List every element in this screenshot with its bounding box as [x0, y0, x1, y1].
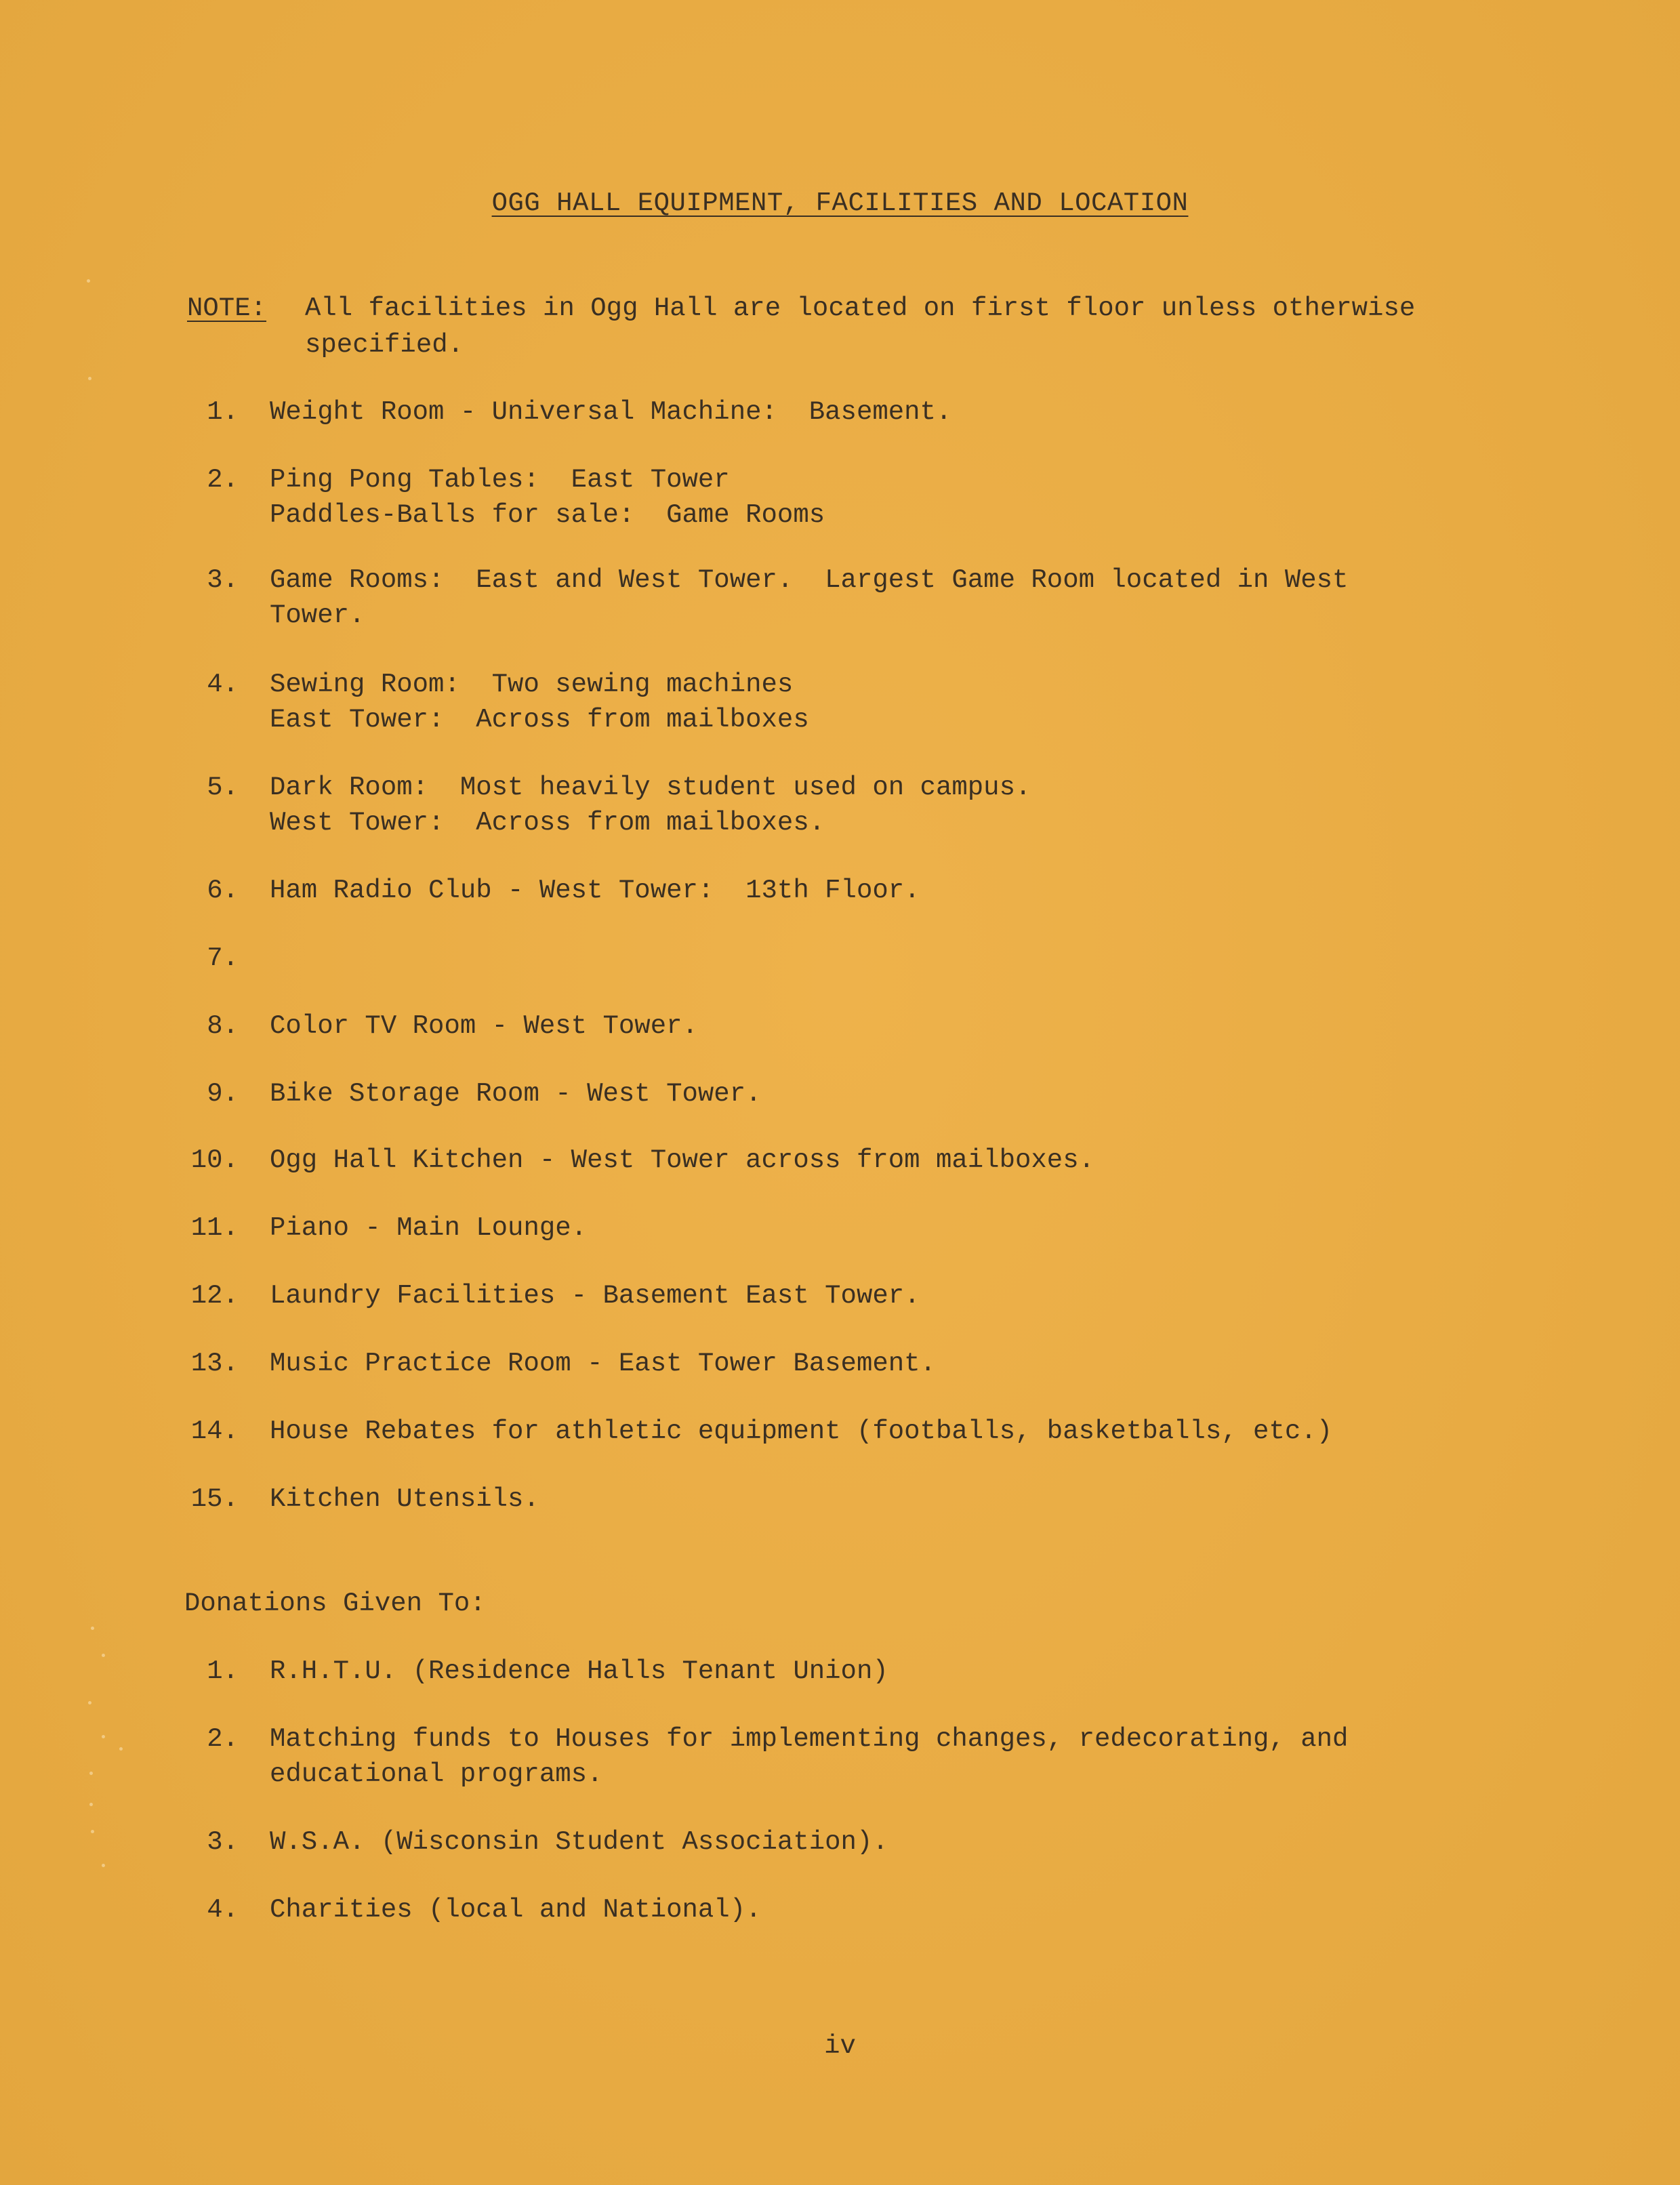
item-text: Ping Pong Tables: East Tower Paddles-Balls for sale: Game Rooms — [270, 465, 825, 530]
page-number: iv — [824, 2031, 856, 2061]
item-text: Kitchen Utensils. — [270, 1484, 539, 1514]
item-number: 13. — [190, 1349, 239, 1379]
item-number: 14. — [190, 1416, 239, 1446]
item-number: 2. — [207, 465, 239, 495]
item-number: 4. — [207, 670, 239, 699]
item-number: 5. — [207, 773, 239, 802]
paper-speck — [89, 1803, 93, 1806]
note-label: NOTE: — [187, 293, 267, 323]
paper-speck — [89, 1772, 93, 1775]
item-number: 4. — [207, 1895, 239, 1925]
item-text: Matching funds to Houses for implementing changes, redecorating, and educational programs. — [270, 1724, 1349, 1789]
item-number: 1. — [207, 397, 239, 427]
note-text: All facilities in Ogg Hall are located on first floor unless otherwise specified. — [305, 293, 1416, 360]
item-number: 6. — [207, 876, 239, 905]
item-text: Weight Room - Universal Machine: Basement. — [270, 397, 952, 427]
item-number: 1. — [207, 1656, 239, 1686]
item-number: 9. — [207, 1079, 239, 1109]
paper-speck — [91, 1627, 94, 1630]
item-number: 7. — [207, 943, 239, 973]
paper-speck — [102, 1654, 105, 1657]
paper-speck — [102, 1735, 105, 1738]
donations-heading: Donations Given To: — [184, 1589, 486, 1618]
note-block — [187, 290, 1515, 363]
item-number: 11. — [190, 1213, 239, 1243]
item-number: 8. — [207, 1011, 239, 1041]
item-text: Dark Room: Most heavily student used on campus. West Tower: Across from mailboxes. — [270, 773, 1031, 838]
paper-speck — [87, 279, 90, 283]
item-text: Color TV Room - West Tower. — [270, 1011, 698, 1041]
item-text: Music Practice Room - East Tower Basement. — [270, 1349, 936, 1379]
paper-speck — [102, 1864, 105, 1867]
item-number: 12. — [190, 1281, 239, 1311]
item-text: W.S.A. (Wisconsin Student Association). — [270, 1827, 888, 1857]
item-number: 2. — [207, 1724, 239, 1754]
item-number: 10. — [190, 1145, 239, 1175]
paper-speck — [88, 1701, 91, 1704]
paper-speck — [88, 377, 91, 380]
item-number: 15. — [190, 1484, 239, 1514]
item-text: Laundry Facilities - Basement East Tower. — [270, 1281, 920, 1311]
item-text: Game Rooms: East and West Tower. Largest Game Room located in West Tower. — [270, 565, 1349, 630]
page-title — [0, 188, 1680, 218]
item-text: Ham Radio Club - West Tower: 13th Floor. — [270, 876, 920, 905]
item-text: Bike Storage Room - West Tower. — [270, 1079, 762, 1109]
page-title-text: OGG HALL EQUIPMENT, FACILITIES AND LOCATION — [491, 188, 1189, 218]
item-number: 3. — [207, 1827, 239, 1857]
item-text: Charities (local and National). — [270, 1895, 762, 1925]
item-text: House Rebates for athletic equipment (footballs, basketballs, etc.) — [270, 1416, 1333, 1446]
paper-speck — [91, 1830, 94, 1833]
item-text: R.H.T.U. (Residence Halls Tenant Union) — [270, 1656, 888, 1686]
item-text: Ogg Hall Kitchen - West Tower across from mailboxes. — [270, 1145, 1094, 1175]
item-number: 3. — [207, 565, 239, 595]
paper-speck — [119, 1747, 123, 1751]
item-text: Piano - Main Lounge. — [270, 1213, 588, 1243]
item-text: Sewing Room: Two sewing machines East Tower: Across from mailboxes — [270, 670, 809, 735]
